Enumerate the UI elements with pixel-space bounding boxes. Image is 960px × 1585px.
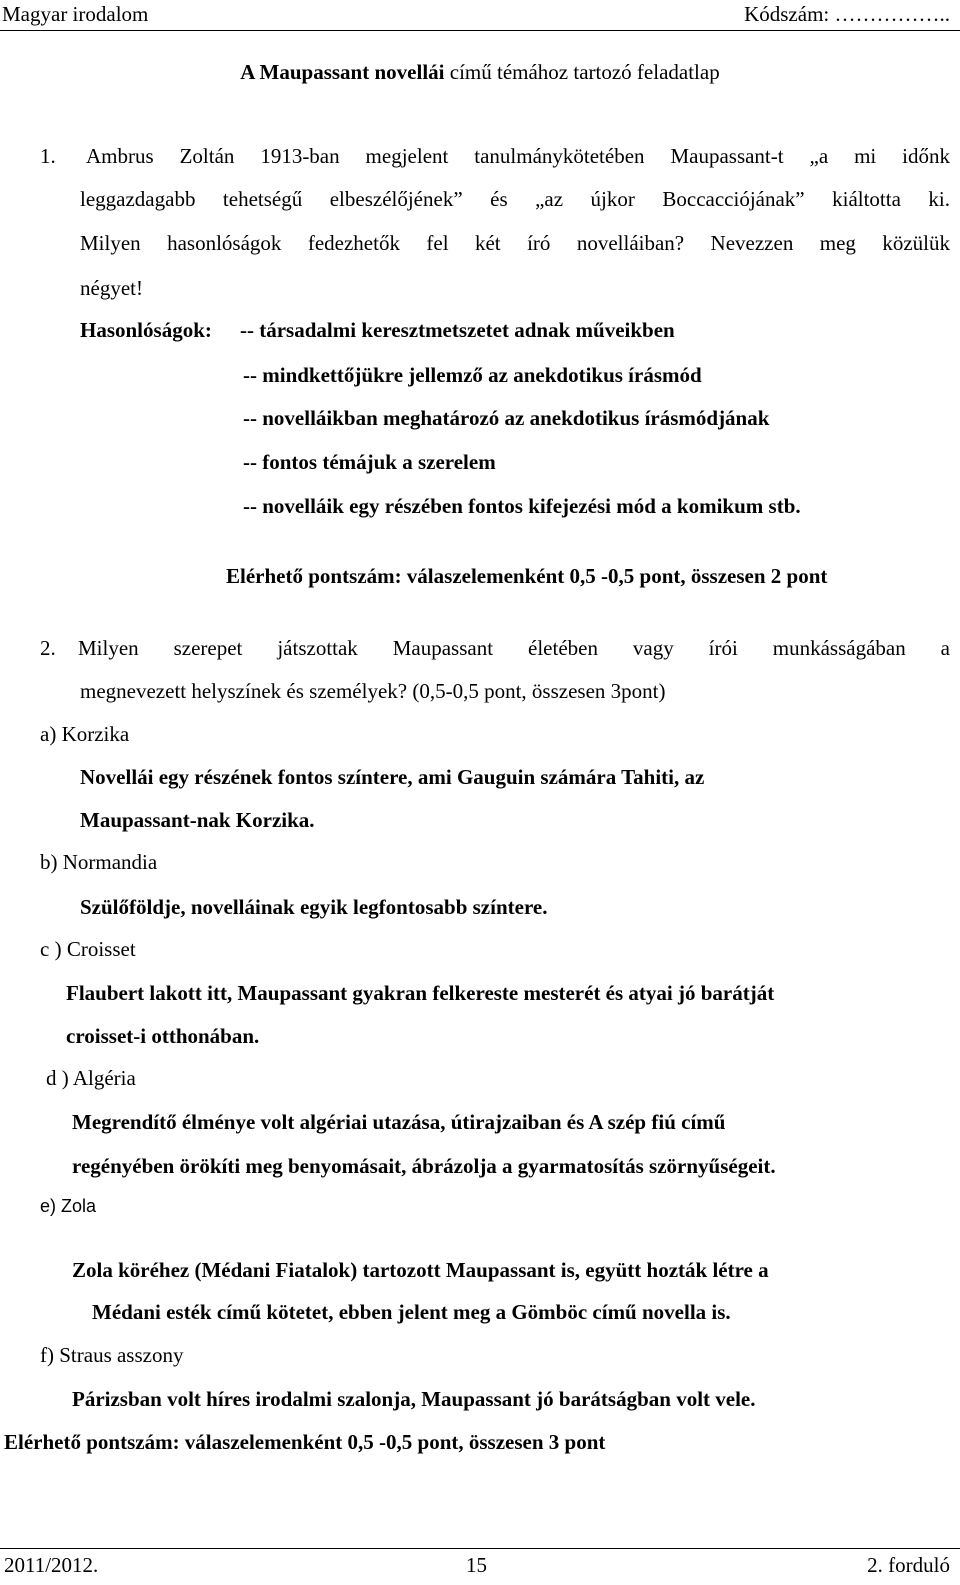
header-code [744,2,950,27]
q2-item-e-answer-2: Médani esték című kötetet, ebben jelent meg a Gömböc című novella is. [92,1300,731,1324]
q2-score: Elérhető pontszám: válaszelemenként 0,5 -0,5 pont, összesen 3 pont [4,1430,606,1454]
q2-line-2: megnevezett helyszínek és személyek? (0,5-0,5 pont, összesen 3pont) [80,679,666,703]
q2-item-c-label: c ) Croisset [40,937,136,961]
q1-score: Elérhető pontszám: válaszelemenként 0,5 -0,5 pont, összesen 2 pont [226,564,828,588]
q2-item-d-label: d ) Algéria [46,1066,136,1090]
q1-answer-1: -- társadalmi keresztmetszetet adnak műveikben [240,318,675,342]
header-subject: Magyar irodalom [2,2,149,26]
header-code-dots: …………….. [834,2,950,26]
q1-number: 1. [40,144,56,168]
footer-rule [0,1548,960,1549]
q2-item-c-answer-1: Flaubert lakott itt, Maupassant gyakran felkereste mesterét és atyai jó barátját [66,981,775,1005]
header-code-label: Kódszám: [744,2,830,26]
q1-line-4: négyet! [80,276,143,300]
q1-answer-2: -- mindkettőjükre jellemző az anekdotikus írásmód [243,363,702,387]
page-title-rest: című témához tartozó feladatlap [444,60,720,84]
q1-line-2: leggazdagabb tehetségű elbeszélőjének” és „az újkor Boccacciójának” kiáltotta ki. [80,187,950,211]
q2-item-c-answer-2: croisset-i otthonában. [66,1024,260,1048]
q1-line-3: Milyen hasonlóságok fedezhetők fel két író novelláiban? Nevezzen meg közülük [80,231,950,255]
q2-item-e-answer-1: Zola köréhez (Médani Fiatalok) tartozott Maupassant is, együtt hozták létre a [72,1258,769,1282]
q2-item-b-answer-1: Szülőföldje, novelláinak egyik legfontosabb színtere. [80,895,548,919]
q2-item-a-answer-2: Maupassant-nak Korzika. [80,808,315,832]
q2-item-f-label: f) Straus asszony [40,1343,184,1367]
q2-item-a-answer-1: Novellái egy részének fontos színtere, ami Gauguin számára Tahiti, az [80,765,705,789]
footer-page-number: 15 [466,1553,487,1577]
footer-year: 2011/2012. [4,1553,99,1577]
q2-line-1: Milyen szerepet játszottak Maupassant életében vagy írói munkásságában a [78,636,950,660]
q2-item-a-label: a) Korzika [40,722,130,746]
q2-item-d-answer-2: regényében örökíti meg benyomásait, ábrázolja a gyarmatosítás szörnyűségeit. [72,1154,776,1178]
header-rule [0,30,960,31]
q2-number: 2. [40,636,56,660]
page-title-bold: A Maupassant novellái [240,60,445,84]
q2-item-e-label: e) Zola [40,1196,97,1216]
q1-line-1: Ambrus Zoltán 1913-ban megjelent tanulmánykötetében Maupassant-t „a mi időnk [86,144,950,168]
q1-answer-4: -- fontos témájuk a szerelem [243,450,496,474]
q1-answer-3: -- novelláikban meghatározó az anekdotikus írásmódjának [243,406,770,430]
footer-round: 2. forduló [867,1553,950,1577]
q1-answer-5: -- novelláik egy részében fontos kifejezési mód a komikum stb. [243,494,801,518]
q2-item-b-label: b) Normandia [40,850,158,874]
q1-answer-label: Hasonlóságok: [80,318,212,342]
page-title [0,60,960,85]
q2-item-d-answer-1: Megrendítő élménye volt algériai utazása, útirajzaiban és A szép fiú című [72,1110,726,1134]
q2-item-f-answer-1: Párizsban volt híres irodalmi szalonja, Maupassant jó barátságban volt vele. [72,1387,756,1411]
